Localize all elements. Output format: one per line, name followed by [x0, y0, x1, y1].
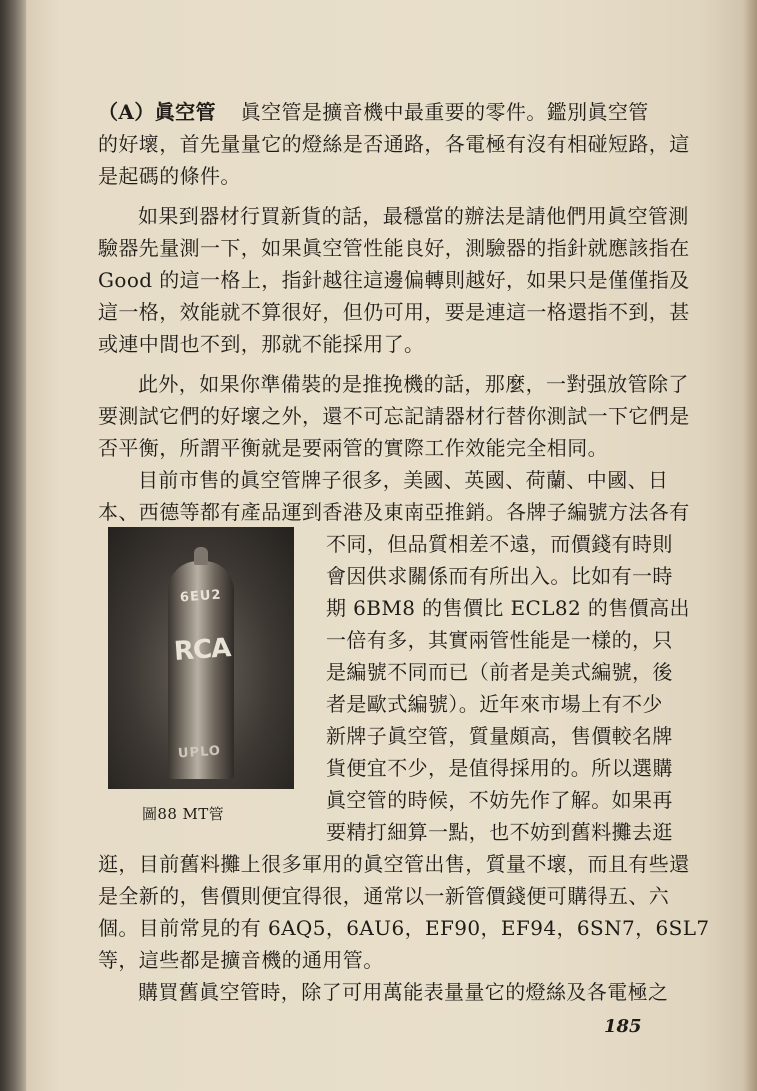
paragraph-line: 是起碼的條件。: [98, 164, 241, 188]
vacuum-tube-photo: [108, 527, 294, 789]
paragraph-line: 等，這些都是擴音機的通用管。: [98, 948, 384, 972]
paragraph-line: 不同，但品質相差不遠，而價錢有時則: [326, 532, 673, 556]
paragraph-line: 是全新的，售價則便宜得很，通常以一新管價錢便可購得五、六: [98, 884, 670, 908]
paragraph-line: 期 6BM8 的售價比 ECL82 的售價高出: [326, 596, 690, 620]
paragraph-line: 目前市售的眞空管牌子很多，美國、英國、荷蘭、中國、日: [138, 468, 669, 492]
paragraph-line: 貨便宜不少，是值得採用的。所以選購: [326, 756, 673, 780]
paragraph-line: 此外，如果你準備裝的是推挽機的話，那麼，一對强放管除了: [138, 372, 689, 396]
paragraph-line: Good 的這一格上，指針越往這邊偏轉則越好，如果只是僅僅指及: [98, 268, 690, 292]
paragraph-line: 是編號不同而已（前者是美式編號，後: [326, 660, 673, 684]
paragraph-line: 或連中間也不到，那就不能採用了。: [98, 332, 425, 356]
paragraph-line: 如果到器材行買新貨的話，最穩當的辦法是請他們用眞空管測: [138, 204, 689, 228]
tube-brand-marking: RCA: [173, 633, 232, 667]
paragraph-line: 新牌子眞空管，質量頗高，售價較名牌: [326, 724, 673, 748]
spine-shadow: [0, 0, 26, 1091]
paragraph-line: 眞空管的時候，不妨先作了解。如果再: [326, 788, 673, 812]
paragraph-line: [98, 98, 670, 126]
paragraph-line: 要測試它們的好壞之外，還不可忘記請器材行替你測試一下它們是: [98, 404, 690, 428]
paragraph-line: 個。目前常見的有 6AQ5，6AU6，EF90，EF94，6SN7，6SL7: [98, 916, 710, 940]
paragraph-line: 的好壞，首先量量它的燈絲是否通路，各電極有沒有相碰短路，這: [98, 132, 690, 156]
paragraph-line: 者是歐式編號）。近年來市場上有不少: [326, 692, 663, 716]
paragraph-line: 會因供求關係而有所出入。比如有一時: [326, 564, 673, 588]
section-heading: （A）眞空管: [98, 100, 216, 124]
paragraph-line: 一倍有多，其實兩管性能是一樣的，只: [326, 628, 673, 652]
page-edge: [743, 0, 757, 1091]
paragraph-line: 這一格，效能就不算很好，但仍可用，要是連這一格還指不到，甚: [98, 300, 690, 324]
page-number: 185: [604, 1016, 642, 1037]
figure-caption: 圖88 MT管: [142, 805, 225, 823]
paragraph-line: 本、西德等都有產品運到香港及東南亞推銷。各牌子編號方法各有: [98, 500, 690, 524]
tube-marking-top: 6EU2: [179, 587, 223, 606]
paragraph-line: 購買舊眞空管時，除了可用萬能表量量它的燈絲及各電極之: [138, 980, 669, 1004]
paragraph-line: 逛，目前舊料攤上很多軍用的眞空管出售，質量不壞，而且有些還: [98, 852, 690, 876]
tube-tip: [194, 547, 208, 565]
paragraph-line: 否平衡，所謂平衡就是要兩管的實際工作效能完全相同。: [98, 436, 608, 460]
tube-marking-bottom: UPLO: [177, 743, 222, 762]
heading-line-text: 眞空管是擴音機中最重要的零件。鑑別眞空管: [240, 100, 649, 124]
paragraph-line: 驗器先量測一下，如果眞空管性能良好，測驗器的指針就應該指在: [98, 236, 690, 260]
paragraph-line: 要精打細算一點，也不妨到舊料攤去逛: [326, 820, 673, 844]
